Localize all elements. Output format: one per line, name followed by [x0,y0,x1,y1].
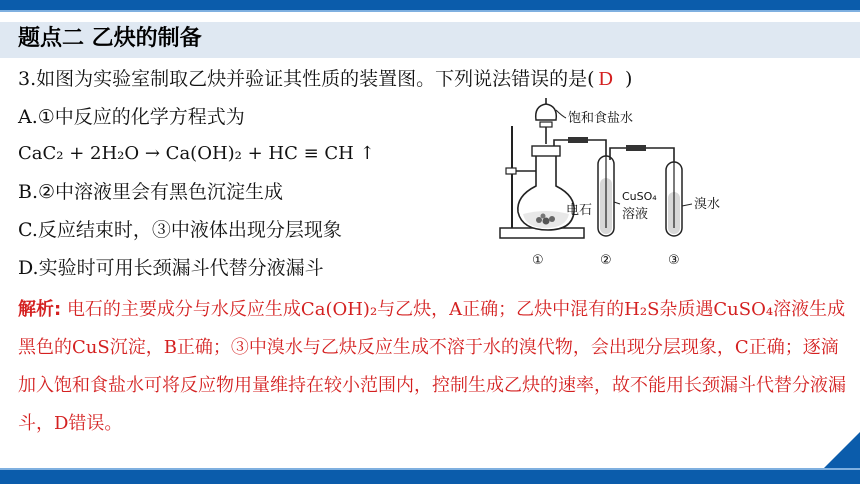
bottom-decor-bar [0,470,860,484]
rubber-connector [626,145,646,151]
carbide-piece [549,216,555,222]
option-c: C.反应结束时，③中液体出现分层现象 [18,219,342,241]
question-close: ) [625,68,633,90]
stopper [532,146,560,156]
label-bromine-water: 溴水 [694,197,721,212]
carbide-piece [543,218,550,225]
label-apparatus-1: ① [532,253,544,268]
funnel-label-line [556,110,566,118]
top-decor-line [0,10,860,12]
analysis-label: 解析: [18,299,62,320]
section-title: 题点二 乙炔的制备 [18,26,202,51]
corner-decor [824,432,860,468]
label-line-bromine [682,204,692,206]
carbide-piece [541,214,546,219]
label-cuso4: CuSO₄ [622,190,657,203]
clamp-holder [506,168,516,174]
option-d: D.实验时可用长颈漏斗代替分液漏斗 [18,257,324,279]
funnel-stopcock [540,122,552,127]
analysis-text: 电石的主要成分与水反应生成Ca(OH)₂与乙炔，A正确；乙炔中混有的H₂S杂质遇CuSO₄溶液生成黑色的CuS沉淀，B正确；③中溴水与乙炔反应生成不溶于水的溴代物，会出现分层现象，C正确；逐滴加入饱和食盐水可将反应物用量维持在较小范围内，控制生成乙炔的速率，故不能用长颈漏斗代替分液漏斗，D错误。 [18,299,846,434]
label-line-cuso4 [614,202,620,204]
analysis-block [18,291,846,443]
carbide-piece [536,217,542,223]
question-text: 3.如图为实验室制取乙炔并验证其性质的装置图。下列说法错误的是( [18,68,595,90]
label-solution: 溶液 [622,207,649,222]
label-apparatus-3: ③ [668,253,680,268]
option-a: A.①中反应的化学方程式为 [18,106,245,128]
top-decor-bar [0,0,860,10]
label-calcium-carbide: 电石 [566,203,593,218]
option-a-equation: CaC₂ + 2H₂O → Ca(OH)₂ + HC ≡ CH ↑ [18,143,375,164]
label-saturated-brine: 饱和食盐水 [568,111,634,126]
rubber-connector [568,137,588,143]
option-b: B.②中溶液里会有黑色沉淀生成 [18,181,284,203]
question-stem [18,66,632,92]
answer-mark: D [598,68,613,90]
funnel-bulb [536,104,557,120]
apparatus-figure [494,96,756,272]
label-apparatus-2: ② [600,253,612,268]
